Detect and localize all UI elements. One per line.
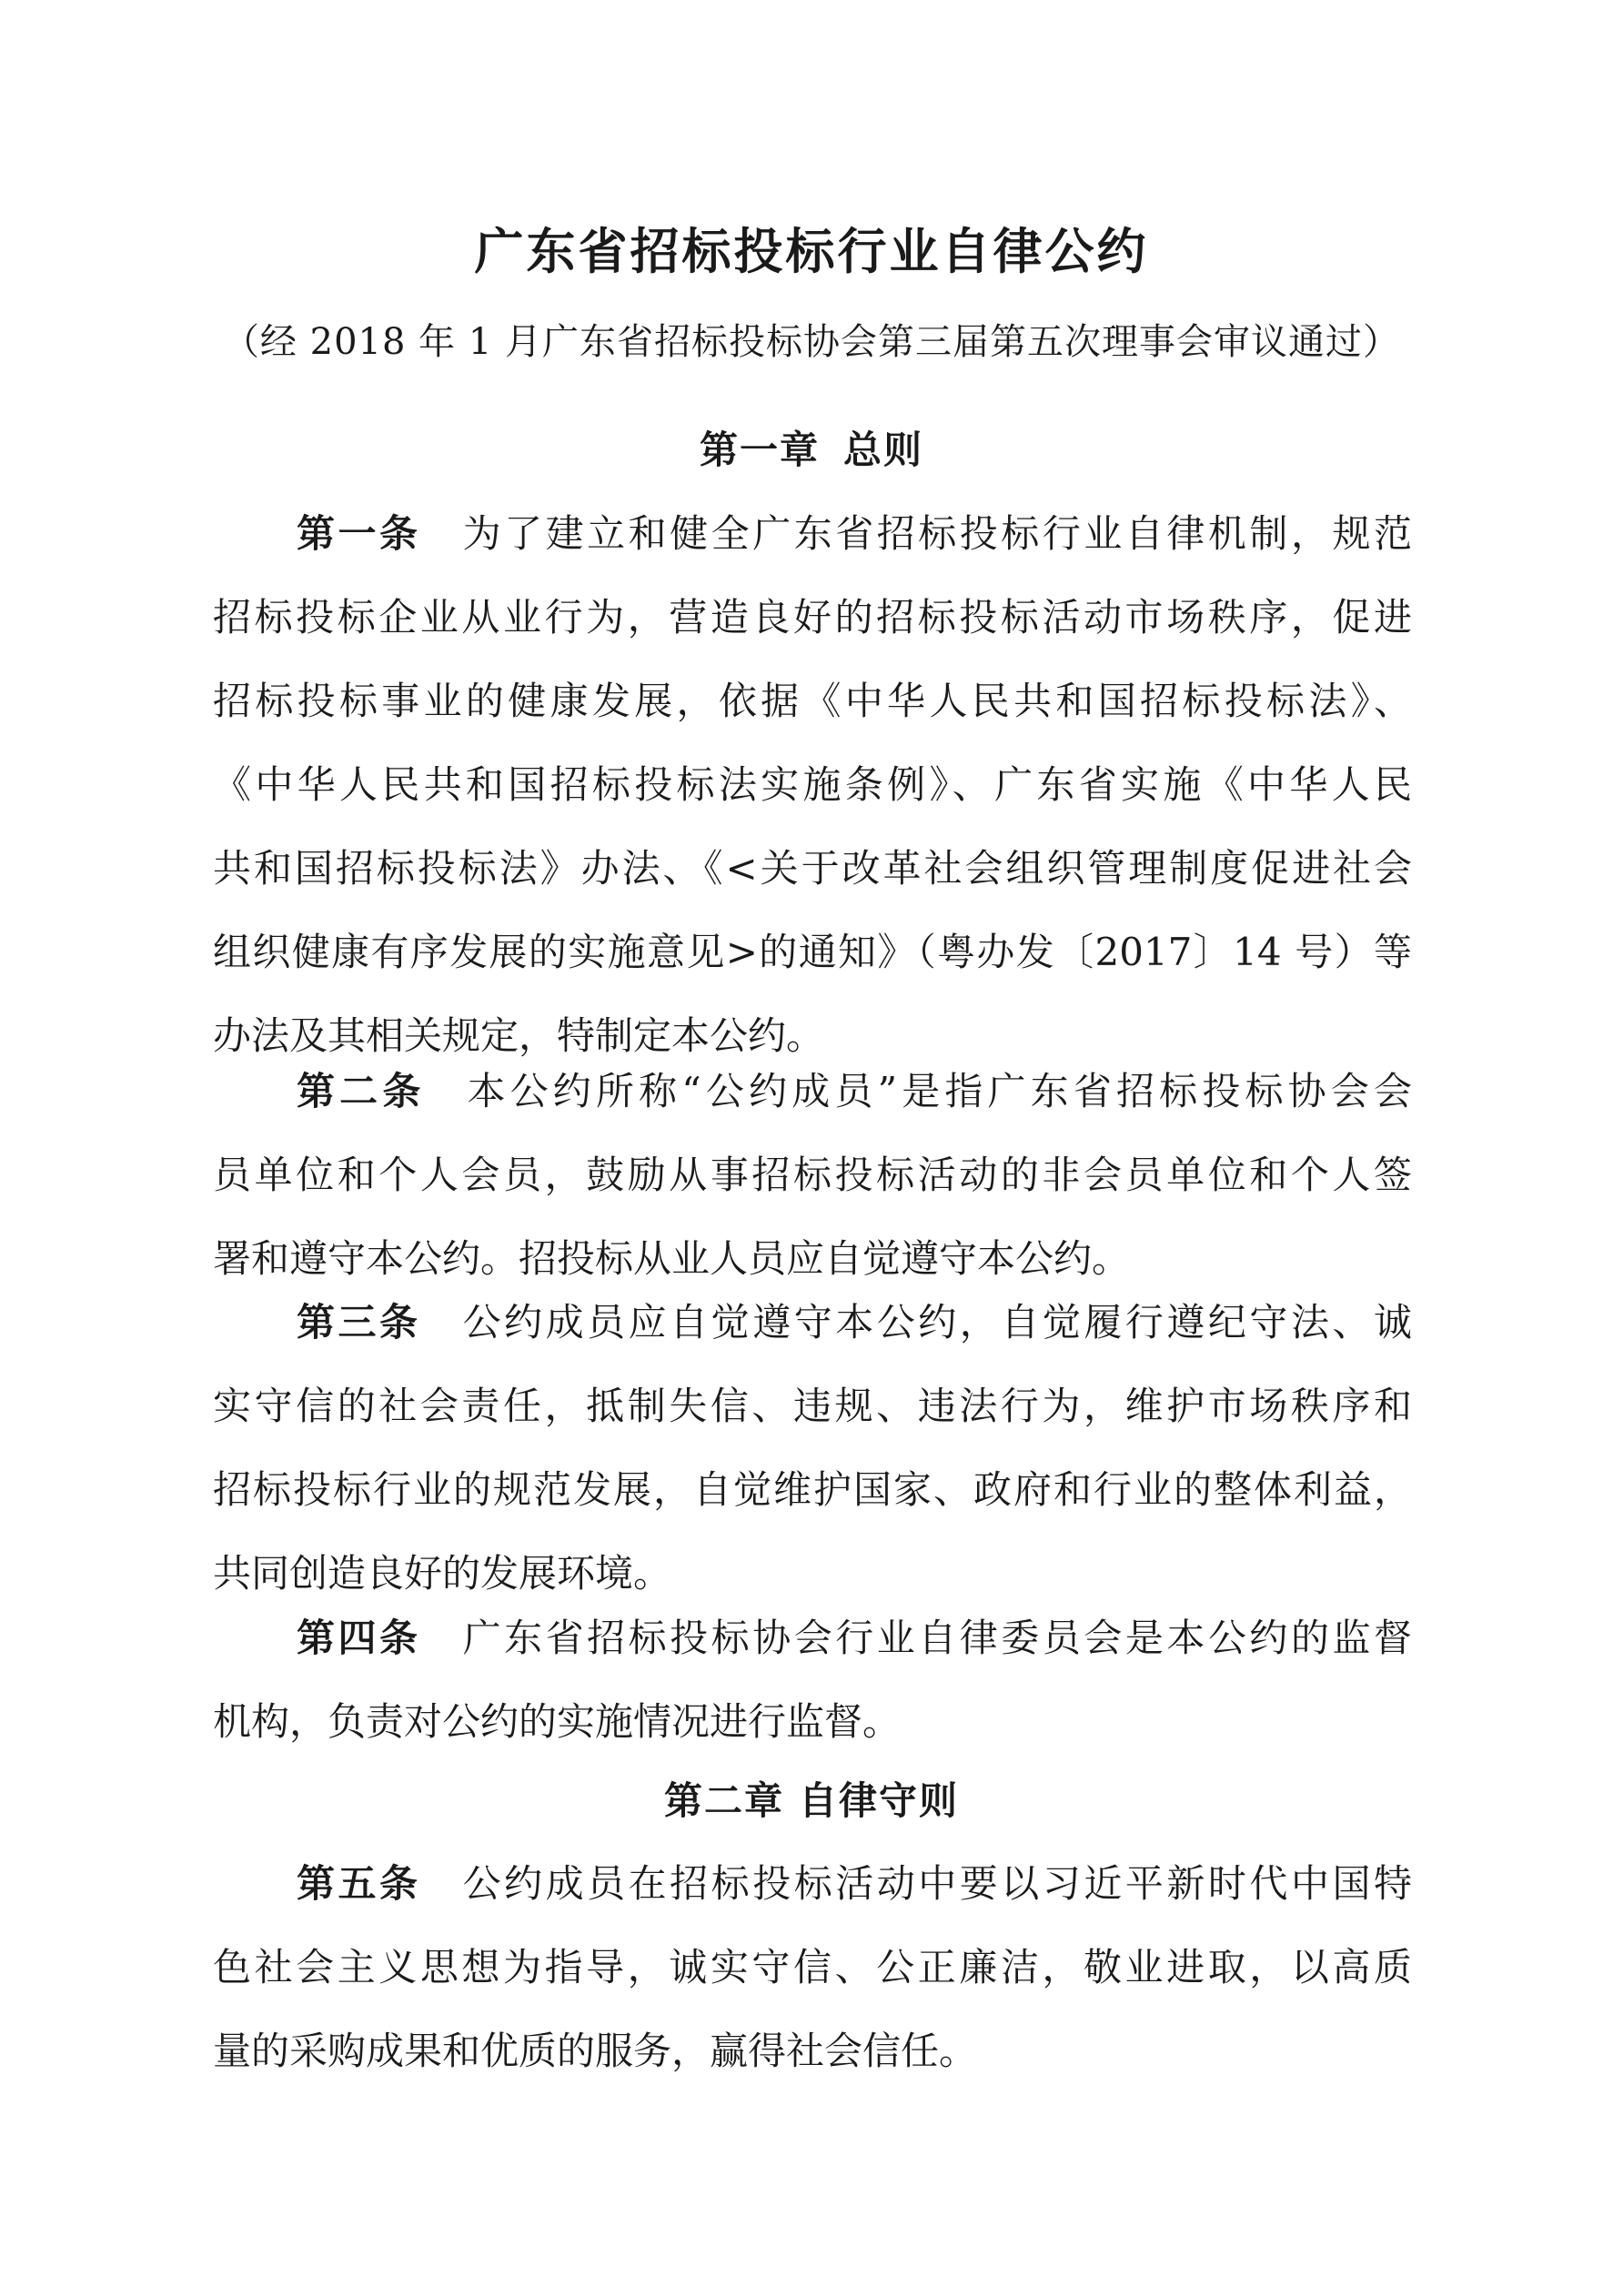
article-label: 第一条 <box>297 511 421 556</box>
article-line: 员单位和个人会员，鼓励从事招标投标活动的非会员单位和个人签 <box>213 1153 1412 1197</box>
article-line: 共和国招标投标法》办法、《<关于改革社会组织管理制度促进社会 <box>213 846 1412 891</box>
article-label: 第四条 <box>297 1616 421 1660</box>
document-title: 广东省招标投标行业自律公约 <box>474 223 1149 280</box>
chapter-number: 第二章 <box>663 1778 784 1823</box>
chapter-number: 第一章 <box>699 428 820 472</box>
article-4 <box>213 1596 1412 1764</box>
article-label: 第三条 <box>297 1300 421 1344</box>
article-line: 共同创造良好的发展环境。 <box>213 1551 672 1596</box>
article-line: 办法及其相关规定，特制定本公约。 <box>213 1013 825 1058</box>
article-2 <box>213 1050 1412 1301</box>
article-line: 第三条 公约成员应自觉遵守本公约，自觉履行遵纪守法、诚 <box>297 1300 1412 1344</box>
article-line: 实守信的社会责任，抵制失信、违规、违法行为，维护市场秩序和 <box>213 1384 1412 1428</box>
chapter-heading-2 <box>0 1774 1623 1828</box>
chapter-name: 总则 <box>843 428 924 472</box>
article-line: 组织健康有序发展的实施意见>的通知》（粤办发〔2017〕14 号）等 <box>213 930 1412 974</box>
document-subtitle: （经 2018 年 1 月广东省招标投标协会第三届第五次理事会审议通过） <box>222 321 1401 363</box>
article-5 <box>213 1842 1412 2093</box>
article-line: 色社会主义思想为指导，诚实守信、公正廉洁，敬业进取，以高质 <box>213 1945 1412 1989</box>
article-line: 招标投标企业从业行为，营造良好的招标投标活动市场秩序，促进 <box>213 595 1412 639</box>
article-3 <box>213 1281 1412 1616</box>
chapter-name: 自律守则 <box>799 1778 960 1823</box>
article-line: 第一条 为了建立和健全广东省招标投标行业自律机制，规范 <box>297 511 1412 556</box>
article-line: 量的采购成果和优质的服务，赢得社会信任。 <box>213 2029 978 2073</box>
chapter-heading-1 <box>0 423 1623 478</box>
article-label: 第五条 <box>297 1861 421 1906</box>
article-line: 机构，负责对公约的实施情况进行监督。 <box>213 1699 902 1744</box>
article-1 <box>213 492 1412 1078</box>
article-line: 招标投标行业的规范发展，自觉维护国家、政府和行业的整体利益， <box>213 1467 1412 1512</box>
article-line: 招标投标事业的健康发展，依据《中华人民共和国招标投标法》、 <box>213 679 1412 723</box>
article-line: 第五条 公约成员在招标投标活动中要以习近平新时代中国特 <box>297 1861 1412 1906</box>
article-label: 第二条 <box>297 1069 426 1113</box>
article-line: 第二条 本公约所称“公约成员”是指广东省招标投标协会会 <box>297 1069 1412 1113</box>
article-line: 第四条 广东省招标投标协会行业自律委员会是本公约的监督 <box>297 1616 1412 1660</box>
article-line: 《中华人民共和国招标投标法实施条例》、广东省实施《中华人民 <box>213 762 1412 807</box>
article-line: 署和遵守本公约。招投标从业人员应自觉遵守本公约。 <box>213 1236 1131 1281</box>
